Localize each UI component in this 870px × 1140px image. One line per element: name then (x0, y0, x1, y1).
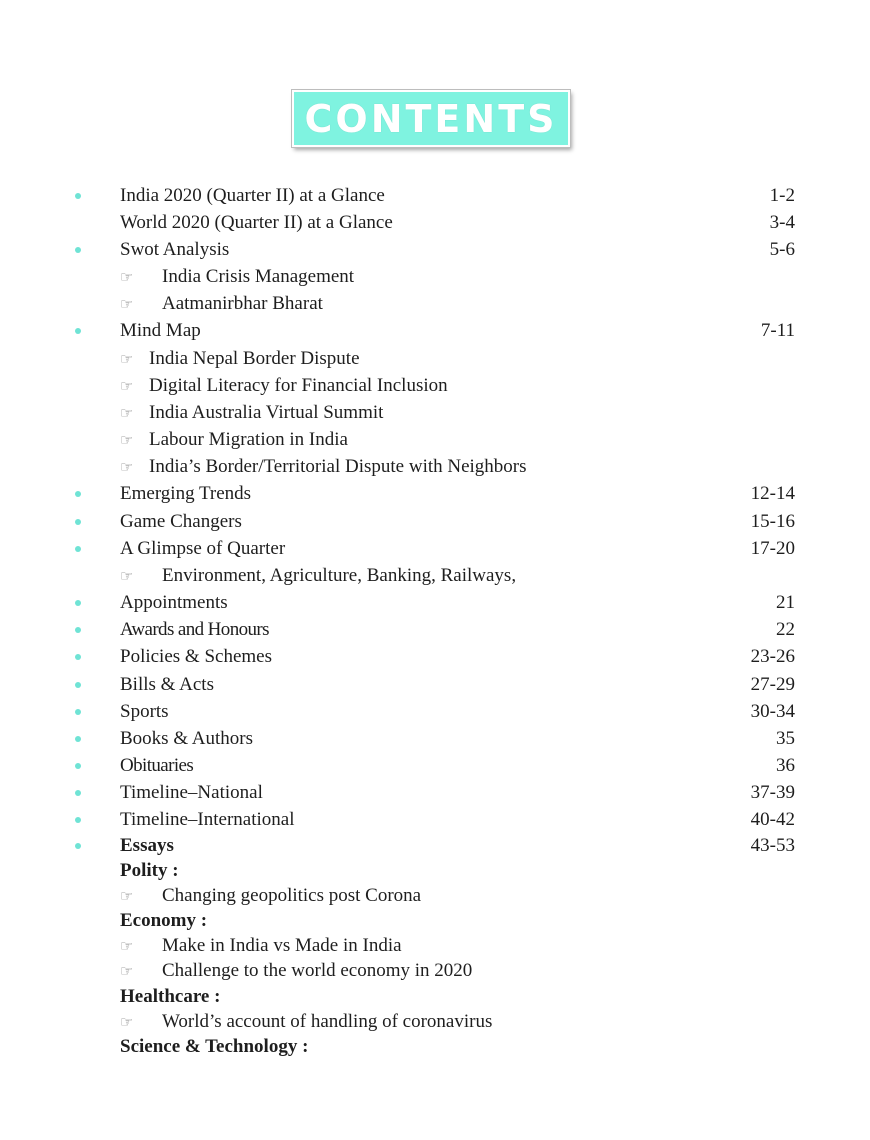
bullet-icon (75, 654, 81, 660)
bullet-icon (75, 843, 81, 849)
entry-label: Awards and Honours (120, 619, 269, 640)
bullet-icon (75, 328, 81, 334)
entry-label: Environment, Agriculture, Banking, Railways, (162, 565, 517, 586)
entry-label: Appointments (120, 592, 228, 613)
toc-entry[interactable] (0, 834, 870, 858)
bullet-icon (75, 600, 81, 606)
bullet-icon (75, 817, 81, 823)
toc-entry[interactable] (0, 211, 870, 235)
pointing-hand-icon: ☞ (120, 295, 134, 313)
toc-subentry[interactable] (0, 934, 870, 958)
toc-subentry[interactable] (0, 428, 870, 452)
entry-label: Obituaries (120, 755, 194, 776)
page-range: 40-42 (750, 809, 795, 830)
page-range: 23-26 (750, 646, 795, 667)
entry-label: Mind Map (120, 320, 201, 341)
bullet-icon (75, 546, 81, 552)
toc-subentry[interactable] (0, 564, 870, 588)
toc-entry[interactable] (0, 754, 870, 778)
entry-label: Labour Migration in India (149, 429, 348, 450)
entry-label: A Glimpse of Quarter (120, 538, 286, 559)
bullet-icon (75, 682, 81, 688)
toc-subentry[interactable] (0, 292, 870, 316)
section-heading: Healthcare : (120, 986, 221, 1007)
entry-label: Swot Analysis (120, 239, 230, 260)
page-range: 15-16 (750, 511, 795, 532)
toc-subentry[interactable] (0, 884, 870, 908)
entry-label: Aatmanirbhar Bharat (162, 293, 323, 314)
entry-label: India Crisis Management (162, 266, 355, 287)
page-title: CONTENTS (304, 96, 558, 141)
pointing-hand-icon: ☞ (120, 377, 134, 395)
toc-section-heading (0, 1035, 870, 1059)
entry-label: India’s Border/Territorial Dispute with Neighbors (149, 456, 527, 477)
pointing-hand-icon: ☞ (120, 350, 134, 368)
toc-entry[interactable] (0, 591, 870, 615)
toc-entry[interactable] (0, 482, 870, 506)
page-range: 35 (776, 728, 795, 749)
toc-section-heading (0, 909, 870, 933)
pointing-hand-icon: ☞ (120, 937, 134, 955)
pointing-hand-icon: ☞ (120, 431, 134, 449)
entry-label: Game Changers (120, 511, 242, 532)
page-range: 27-29 (750, 674, 795, 695)
page-range: 30-34 (750, 701, 795, 722)
pointing-hand-icon: ☞ (120, 268, 134, 286)
page-range: 36 (776, 755, 795, 776)
page-range: 3-4 (769, 212, 795, 233)
toc-subentry[interactable] (0, 1010, 870, 1034)
page-range: 22 (776, 619, 795, 640)
page-range: 21 (776, 592, 795, 613)
page-range: 37-39 (750, 782, 795, 803)
bullet-icon (75, 247, 81, 253)
entry-label: Changing geopolitics post Corona (162, 885, 422, 906)
entry-label: Emerging Trends (120, 483, 252, 504)
toc-subentry[interactable] (0, 265, 870, 289)
entry-label: Sports (120, 701, 169, 722)
section-heading: Economy : (120, 910, 208, 931)
pointing-hand-icon: ☞ (120, 458, 134, 476)
bullet-icon (75, 763, 81, 769)
bullet-icon (75, 491, 81, 497)
entry-label: Essays (120, 835, 174, 856)
pointing-hand-icon: ☞ (120, 567, 134, 585)
page-range: 5-6 (769, 239, 795, 260)
toc-entry[interactable] (0, 537, 870, 561)
toc-entry[interactable] (0, 618, 870, 642)
section-heading: Polity : (120, 860, 179, 881)
entry-label: India Australia Virtual Summit (149, 402, 384, 423)
entry-label: Policies & Schemes (120, 646, 272, 667)
toc-entry[interactable] (0, 781, 870, 805)
bullet-icon (75, 627, 81, 633)
entry-label: Timeline–National (120, 782, 263, 803)
bullet-icon (75, 193, 81, 199)
toc-entry[interactable] (0, 510, 870, 534)
page-range: 17-20 (750, 538, 795, 559)
toc-entry[interactable] (0, 238, 870, 262)
entry-label: Digital Literacy for Financial Inclusion (149, 375, 448, 396)
entry-label: World’s account of handling of coronavirus (162, 1011, 493, 1032)
toc-section-heading (0, 859, 870, 883)
page-range: 7-11 (760, 320, 795, 341)
bullet-icon (75, 790, 81, 796)
toc-entry[interactable] (0, 184, 870, 208)
entry-label: Books & Authors (120, 728, 254, 749)
page-range: 43-53 (750, 835, 795, 856)
pointing-hand-icon: ☞ (120, 962, 134, 980)
entry-label: Timeline–International (120, 809, 295, 830)
toc-entry[interactable] (0, 808, 870, 832)
entry-label: Make in India vs Made in India (162, 935, 402, 956)
entry-label: India Nepal Border Dispute (149, 348, 360, 369)
page-range: 1-2 (769, 185, 795, 206)
entry-label: World 2020 (Quarter II) at a Glance (120, 212, 393, 233)
section-heading: Science & Technology : (120, 1036, 309, 1057)
toc-entry[interactable] (0, 319, 870, 343)
toc-entry[interactable] (0, 727, 870, 751)
bullet-icon (75, 709, 81, 715)
entry-label: Challenge to the world economy in 2020 (162, 960, 473, 981)
toc-entry[interactable] (0, 645, 870, 669)
pointing-hand-icon: ☞ (120, 1013, 134, 1031)
toc-section-heading (0, 985, 870, 1009)
toc-subentry[interactable] (0, 959, 870, 983)
toc-subentry[interactable] (0, 374, 870, 398)
toc-entry[interactable] (0, 700, 870, 724)
contents-title-box (292, 90, 570, 147)
pointing-hand-icon: ☞ (120, 887, 134, 905)
pointing-hand-icon: ☞ (120, 404, 134, 422)
bullet-icon (75, 519, 81, 525)
entry-label: Bills & Acts (120, 674, 214, 695)
page-range: 12-14 (750, 483, 795, 504)
entry-label: India 2020 (Quarter II) at a Glance (120, 185, 385, 206)
bullet-icon (75, 736, 81, 742)
toc-subentry[interactable] (0, 401, 870, 425)
toc-subentry[interactable] (0, 455, 870, 479)
toc-subentry[interactable] (0, 347, 870, 371)
toc-entry[interactable] (0, 673, 870, 697)
